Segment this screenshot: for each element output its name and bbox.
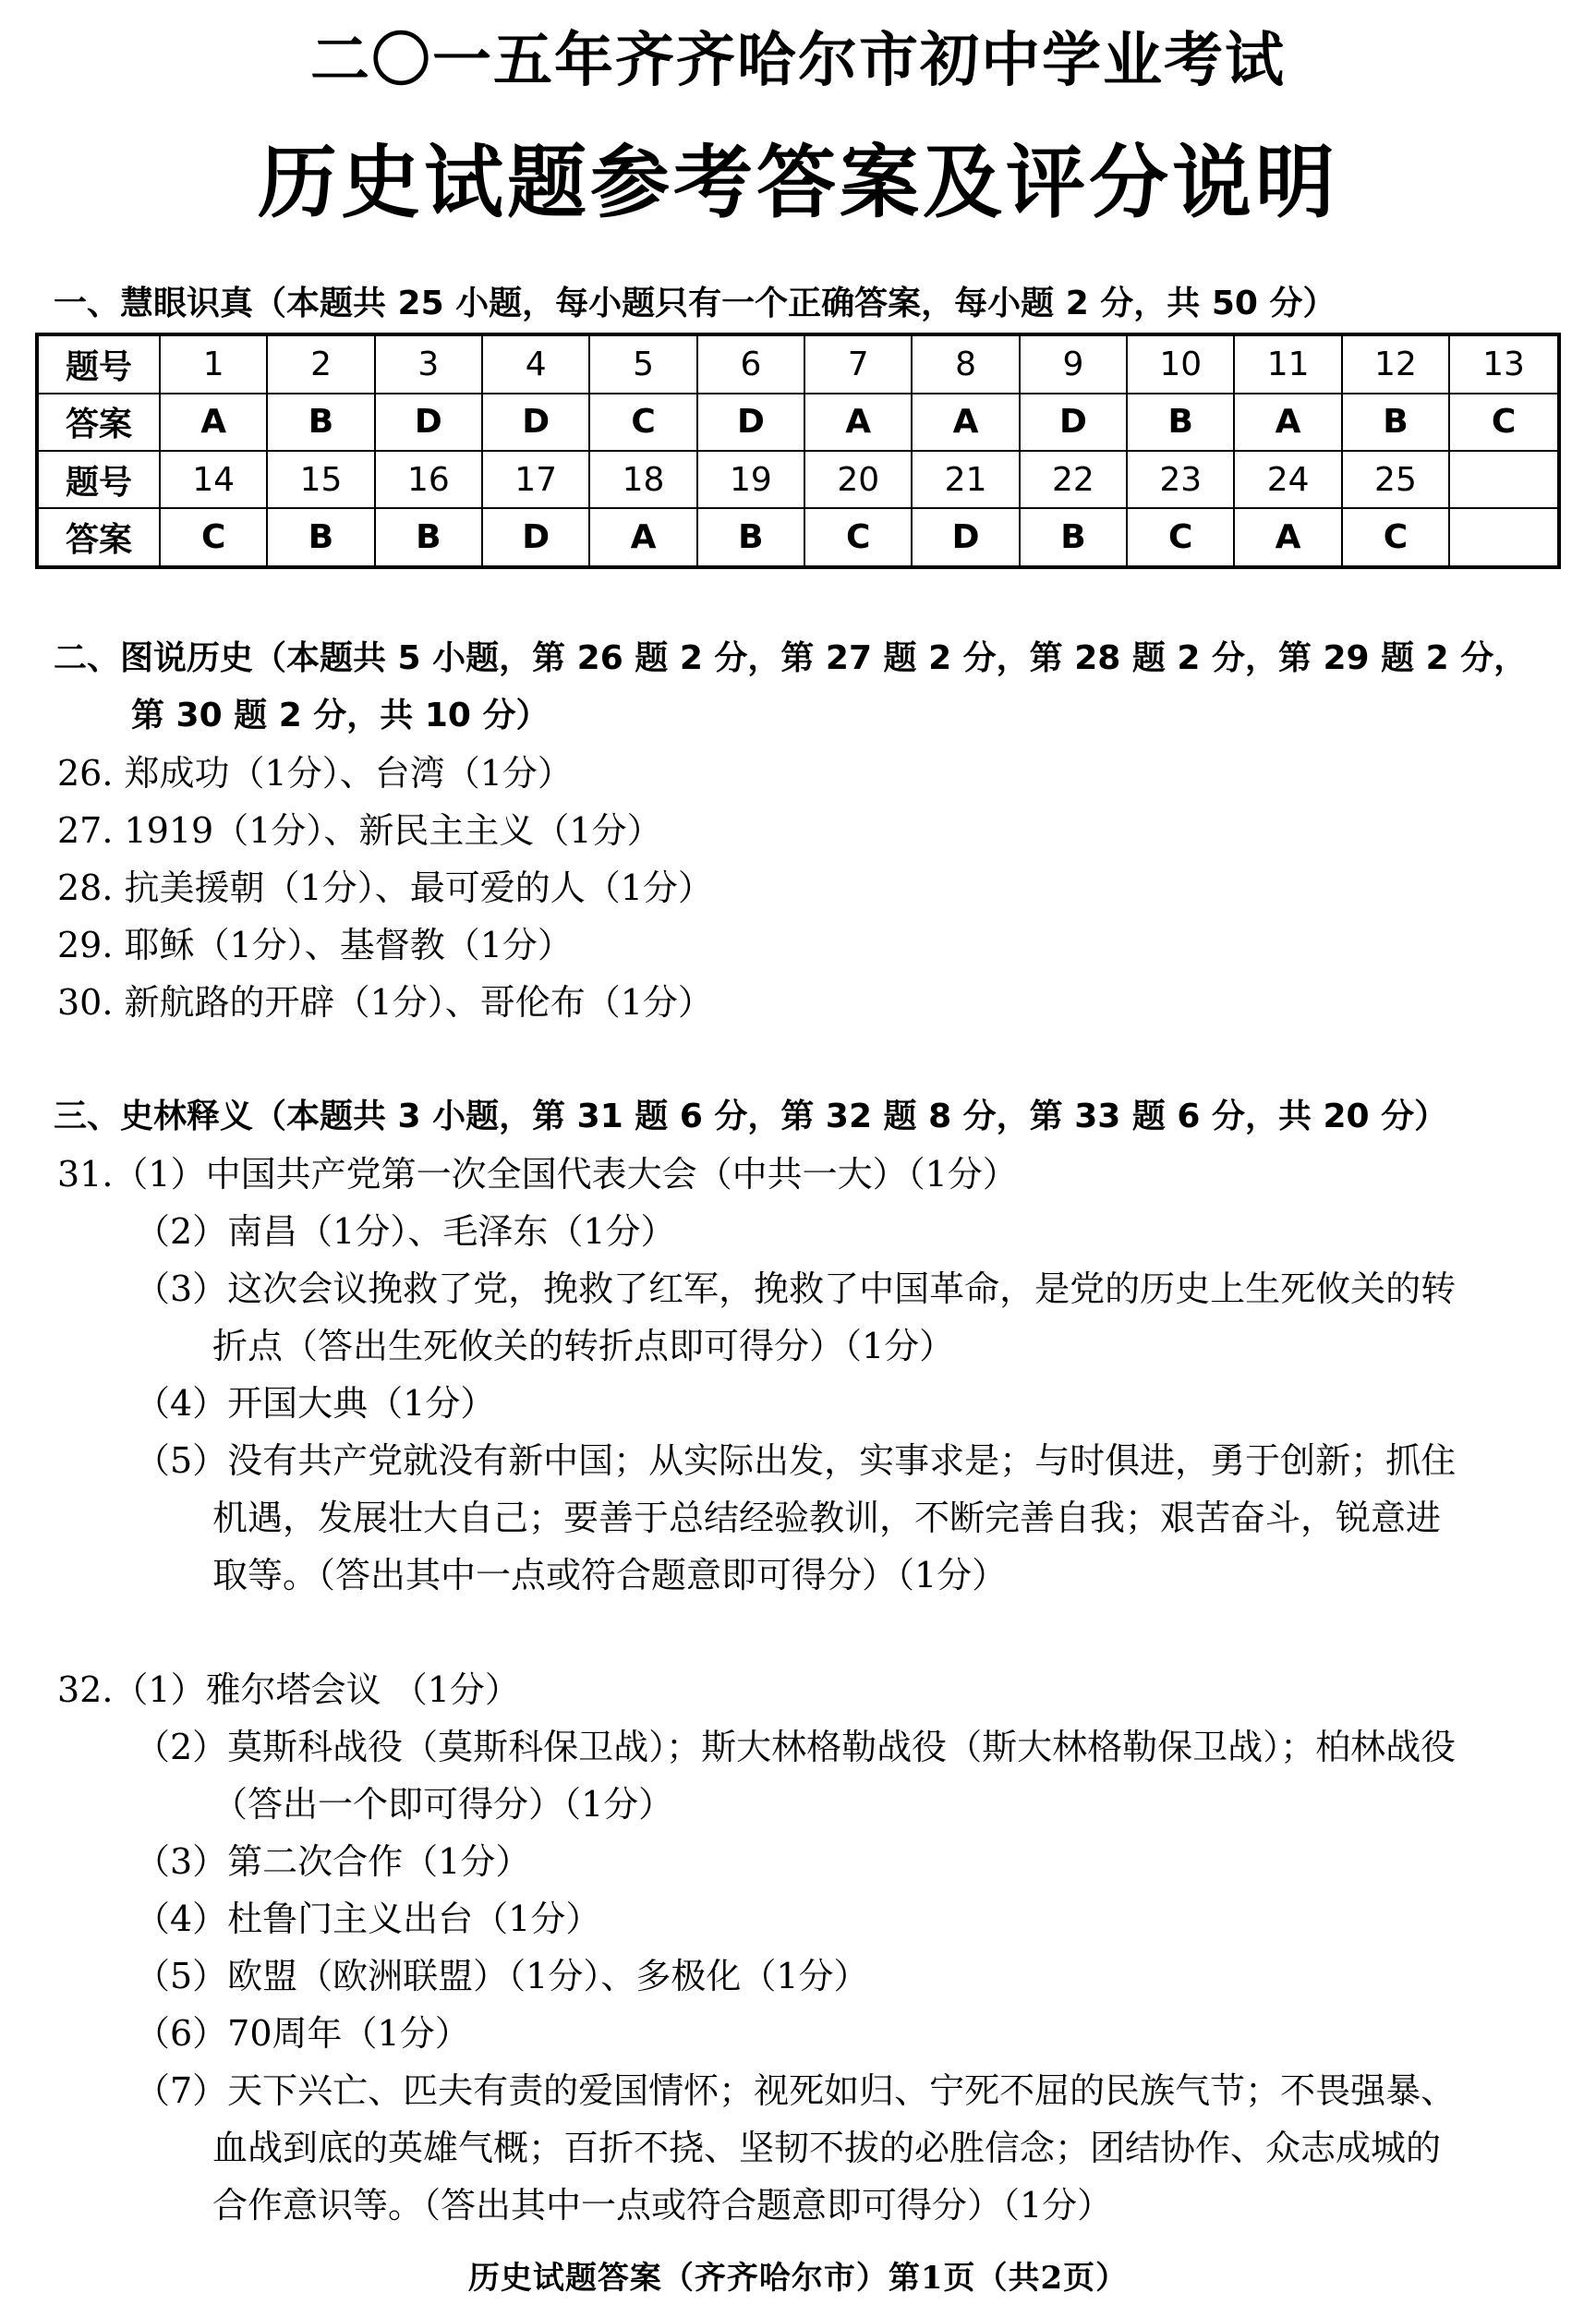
question-number: 12 <box>1342 334 1449 394</box>
answer-cell: C <box>1342 508 1449 567</box>
question-number: 14 <box>160 451 267 508</box>
answer-31-5-cont: 机遇，发展壮大自己；要善于总结经验教训，不断完善自我；艰苦奋斗，锐意进 <box>212 1498 1442 1538</box>
answer-cell: C <box>1449 394 1559 451</box>
question-number: 22 <box>1020 451 1127 508</box>
section2-heading <box>54 630 1527 745</box>
answer-cell: B <box>1020 508 1127 567</box>
question-number: 20 <box>804 451 912 508</box>
question-number: 10 <box>1127 334 1234 394</box>
answer-31-5: （5）没有共产党就没有新中国；从实际出发，实事求是；与时俱进，勇于创新；抓住 <box>135 1440 1457 1481</box>
question-number: 13 <box>1449 334 1559 394</box>
answer-cell: A <box>1234 508 1341 567</box>
answer-cell: D <box>912 508 1019 567</box>
answer-cell: B <box>267 394 374 451</box>
question-number: 6 <box>697 334 804 394</box>
answer-32-1: 32.（1）雅尔塔会议 （1分） <box>57 1669 520 1710</box>
question-number: 21 <box>912 451 1019 508</box>
answer-cell: C <box>1127 508 1234 567</box>
answer-cell: C <box>160 508 267 567</box>
question-number: 23 <box>1127 451 1234 508</box>
question-number: 7 <box>804 334 912 394</box>
answer-cell: B <box>267 508 374 567</box>
answer-cell: D <box>482 394 589 451</box>
empty-cell <box>1449 451 1559 508</box>
table-row <box>37 508 1559 567</box>
answer-cell: D <box>697 394 804 451</box>
answer-31-3-cont: 折点（答出生死攸关的转折点即可得分）（1分） <box>212 1326 955 1366</box>
table-row <box>37 451 1559 508</box>
answer-cell: C <box>589 394 696 451</box>
answer-30: 30. 新航路的开辟（1分）、哥伦布（1分） <box>57 982 713 1023</box>
answer-key-title: 历史试题参考答案及评分说明 <box>258 137 1338 229</box>
answer-cell: C <box>804 508 912 567</box>
answer-31-3: （3）这次会议挽救了党，挽救了红军，挽救了中国革命，是党的历史上生死攸关的转 <box>135 1268 1457 1309</box>
table-row <box>37 334 1559 394</box>
section2-heading-line2: 第 30 题 2 分，共 10 分） <box>131 697 550 734</box>
section3-heading: 三、史林释义（本题共 3 小题，第 31 题 6 分，第 32 题 8 分，第 33 题 6 分，共 20 分） <box>54 1098 1448 1135</box>
question-number: 25 <box>1342 451 1449 508</box>
answer-28: 28. 抗美援朝（1分）、最可爱的人（1分） <box>57 867 713 908</box>
question-number: 19 <box>697 451 804 508</box>
answer-31-2: （2）南昌（1分）、毛泽东（1分） <box>135 1211 676 1252</box>
row-label-answer: 答案 <box>37 394 160 451</box>
question-number: 8 <box>912 334 1019 394</box>
answer-cell: A <box>1234 394 1341 451</box>
question-number: 4 <box>482 334 589 394</box>
question-number: 3 <box>375 334 482 394</box>
answer-26: 26. 郑成功（1分）、台湾（1分） <box>57 753 573 794</box>
question-number: 15 <box>267 451 374 508</box>
section1-heading: 一、慧眼识真（本题共 25 小题，每小题只有一个正确答案，每小题 2 分，共 50 分） <box>54 285 1336 322</box>
answer-31-1: 31.（1）中国共产党第一次全国代表大会（中共一大）（1分） <box>57 1154 1018 1195</box>
row-label-question: 题号 <box>37 334 160 394</box>
question-number: 11 <box>1234 334 1341 394</box>
question-number: 1 <box>160 334 267 394</box>
answer-31-5-cont2: 取等。（答出其中一点或符合题意即可得分）（1分） <box>212 1555 1008 1595</box>
row-label-question: 题号 <box>37 451 160 508</box>
answer-table <box>35 333 1561 569</box>
page-footer: 历史试题答案（齐齐哈尔市）第1页（共2页） <box>467 2260 1129 2297</box>
answer-32-6: （6）70周年（1分） <box>135 2013 470 2054</box>
answer-cell: A <box>912 394 1019 451</box>
answer-32-7-cont2: 合作意识等。（答出其中一点或符合题意即可得分）（1分） <box>212 2185 1113 2226</box>
answer-32-5: （5）欧盟（欧洲联盟）（1分）、多极化（1分） <box>135 1956 869 1996</box>
answer-cell: A <box>160 394 267 451</box>
exam-title: 二〇一五年齐齐哈尔市初中学业考试 <box>310 27 1286 95</box>
question-number: 18 <box>589 451 696 508</box>
question-number: 24 <box>1234 451 1341 508</box>
answer-32-2-cont: （答出一个即可得分）（1分） <box>212 1784 674 1825</box>
empty-cell <box>1449 508 1559 567</box>
answer-27: 27. 1919（1分）、新民主主义（1分） <box>57 810 662 851</box>
answer-32-2: （2）莫斯科战役（莫斯科保卫战）；斯大林格勒战役（斯大林格勒保卫战）；柏林战役 <box>135 1727 1457 1767</box>
section2-heading-line1: 二、图说历史（本题共 5 小题，第 26 题 2 分，第 27 题 2 分，第 28 题 2 分，第 29 题 2 分， <box>54 639 1528 677</box>
answer-cell: A <box>804 394 912 451</box>
answer-cell: B <box>1342 394 1449 451</box>
answer-cell: A <box>589 508 696 567</box>
answer-31-4: （4）开国大典（1分） <box>135 1383 496 1424</box>
answer-cell: D <box>1020 394 1127 451</box>
answer-32-7: （7）天下兴亡、匹夫有责的爱国情怀；视死如归、宁死不屈的民族气节；不畏强暴、 <box>135 2070 1457 2111</box>
answer-cell: D <box>482 508 589 567</box>
answer-cell: B <box>697 508 804 567</box>
question-number: 2 <box>267 334 374 394</box>
answer-32-7-cont: 血战到底的英雄气概；百折不挠、坚韧不拔的必胜信念；团结协作、众志成城的 <box>212 2128 1442 2168</box>
row-label-answer: 答案 <box>37 508 160 567</box>
answer-32-3: （3）第二次合作（1分） <box>135 1841 531 1882</box>
question-number: 5 <box>589 334 696 394</box>
table-row <box>37 394 1559 451</box>
answer-32-4: （4）杜鲁门主义出台（1分） <box>135 1899 601 1939</box>
answer-cell: B <box>375 508 482 567</box>
question-number: 9 <box>1020 334 1127 394</box>
question-number: 17 <box>482 451 589 508</box>
answer-cell: D <box>375 394 482 451</box>
answer-cell: B <box>1127 394 1234 451</box>
question-number: 16 <box>375 451 482 508</box>
answer-29: 29. 耶稣（1分）、基督教（1分） <box>57 925 573 965</box>
